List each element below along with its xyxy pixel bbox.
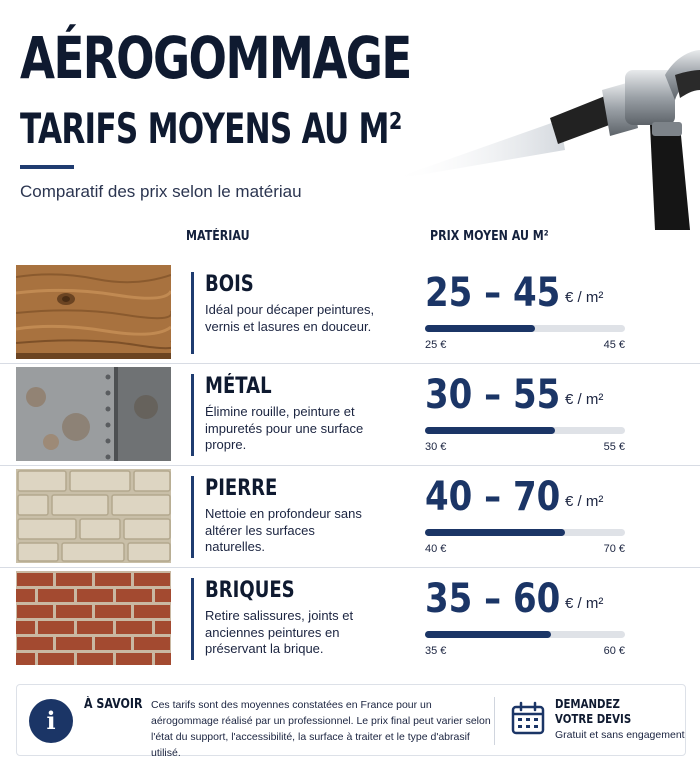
price-bar-fill [425,325,535,332]
table-row [0,364,700,466]
page-title: AÉROGOMMAGE [20,24,411,92]
price-max-label: 60 € [603,645,625,657]
wood-texture-image [16,265,171,359]
price-range: 25 – 45 [425,270,561,316]
quote-cta-subtitle: Gratuit et sans engagement [555,729,685,741]
info-box [16,684,686,759]
price-unit: € / m² [565,493,604,510]
material-name: BRIQUES [205,578,295,603]
info-text: Ces tarifs sont des moyennes constatées en France pour un aérogommage réalisé par un professionnel. Le prix final peut varier selon l'état du support, l'accessibilité, la surface à traiter et le type d'abrasif utilisé. [151,699,491,759]
price-max-label: 45 € [603,339,625,351]
stone-texture-image [16,469,171,563]
price-range: 30 – 55 [425,372,561,418]
price-bar-fill [425,427,555,434]
price-bar-track [425,529,625,536]
price-max-label: 55 € [603,441,625,453]
calendar-icon[interactable] [511,701,545,735]
sandblaster-nozzle-image [380,40,700,230]
info-icon: i [29,699,73,743]
table-row [0,568,700,670]
price-range: 35 – 60 [425,576,561,622]
info-title: À SAVOIR [84,697,143,712]
quote-cta-line1[interactable]: DEMANDEZ [555,697,620,711]
divider [494,697,495,745]
material-description: Nettoie en profondeur sans altérer les surfaces naturelles. [205,506,362,554]
price-max-label: 70 € [603,543,625,555]
price-table [0,262,700,670]
material-name: PIERRE [205,476,278,501]
table-row [0,262,700,364]
material-description: Retire salissures, joints et anciennes peintures en préservant la brique. [205,608,354,656]
material-name: BOIS [205,272,254,297]
price-bar-track [425,325,625,332]
price-min-label: 35 € [425,645,447,657]
column-header-price: PRIX MOYEN AU M² [430,229,549,244]
price-bar-track [425,631,625,638]
price-bar-fill [425,631,551,638]
price-min-label: 25 € [425,339,447,351]
quote-cta-line2[interactable]: VOTRE DEVIS [555,712,632,726]
price-min-label: 30 € [425,441,447,453]
material-description: Élimine rouille, peinture et impuretés pour une surface propre. [205,404,364,452]
title-rule [20,165,74,169]
price-unit: € / m² [565,391,604,408]
tagline: Comparatif des prix selon le matériau [20,182,302,201]
row-accent-bar [191,476,194,558]
page-subtitle: TARIFS MOYENS AU M² [20,104,402,153]
row-accent-bar [191,374,194,456]
row-accent-bar [191,272,194,354]
price-range: 40 – 70 [425,474,561,520]
quote-cta-title[interactable] [555,697,631,727]
price-unit: € / m² [565,595,604,612]
row-accent-bar [191,578,194,660]
price-min-label: 40 € [425,543,447,555]
brick-texture-image [16,571,171,665]
price-unit: € / m² [565,289,604,306]
column-header-material: MATÉRIAU [186,229,250,244]
material-name: MÉTAL [205,374,272,399]
table-row [0,466,700,568]
header [0,0,700,230]
metal-texture-image [16,367,171,461]
price-bar-fill [425,529,565,536]
price-bar-track [425,427,625,434]
material-description: Idéal pour décaper peintures, vernis et lasures en douceur. [205,302,375,334]
